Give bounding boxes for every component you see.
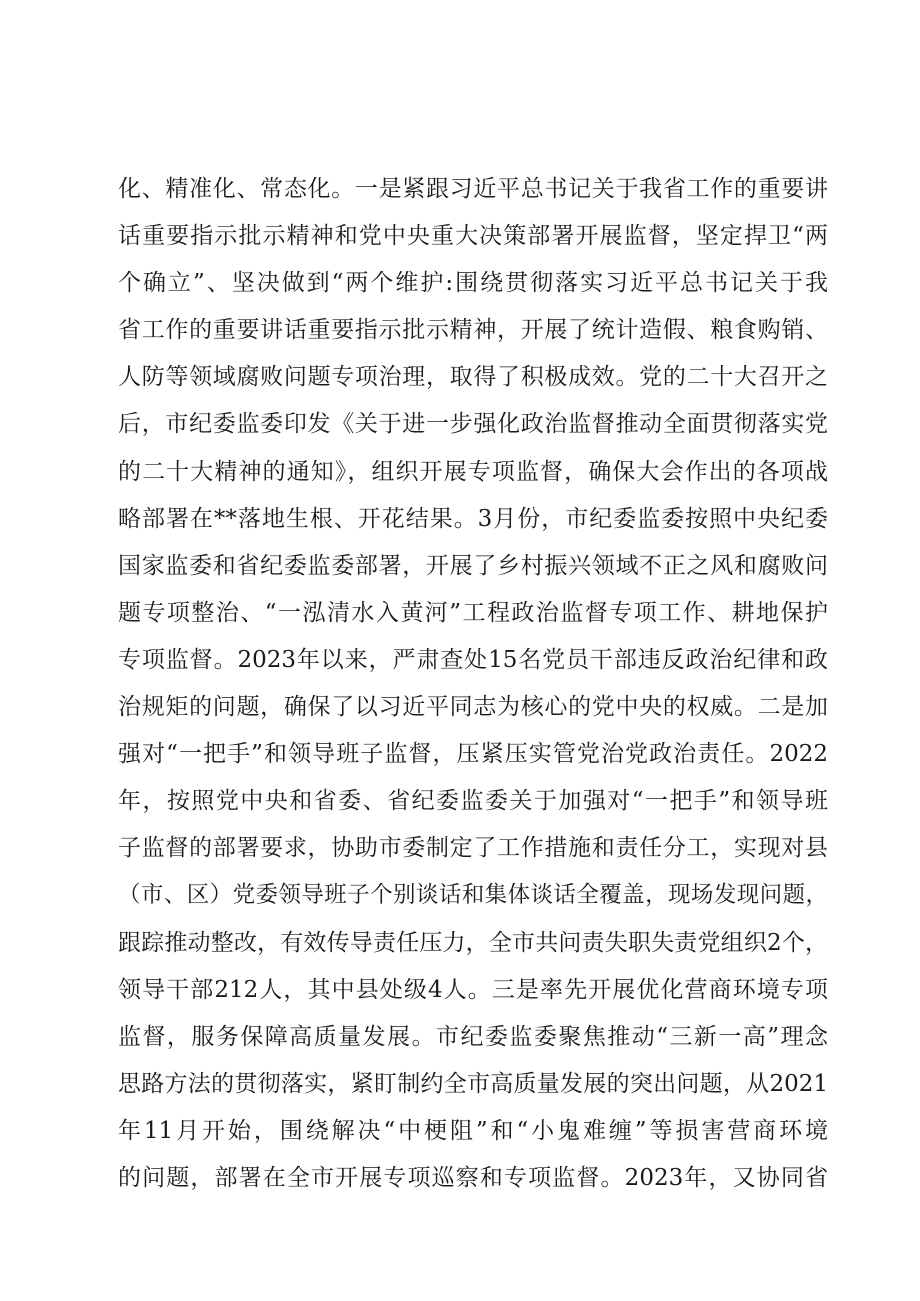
text-line-11: 专项监督。2023年以来，严肃查处15名党员干部违反政治纪律和政: [118, 646, 828, 673]
text-line-12: 治规矩的问题，确保了以习近平同志为核心的党中央的权威。二是加: [118, 694, 828, 721]
text-line-8: 略部署在**落地生根、开花结果。3月份，市纪委监委按照中央纪委: [118, 505, 828, 532]
text-line-5: 人防等领域腐败问题专项治理，取得了积极成效。党的二十大召开之: [118, 364, 828, 391]
text-line-21: 年11月开始，围绕解决“中梗阻”和“小鬼难缠”等损害营商环境: [118, 1117, 828, 1144]
text-line-9: 国家监委和省纪委监委部署，开展了乡村振兴领域不正之风和腐败问: [118, 552, 828, 579]
text-line-2: 话重要指示批示精神和党中央重大决策部署开展监督，坚定捍卫“两: [118, 223, 828, 250]
text-line-19: 监督，服务保障高质量发展。市纪委监委聚焦推动“三新一高”理念: [118, 1023, 828, 1050]
text-line-1: 化、精准化、常态化。一是紧跟习近平总书记关于我省工作的重要讲: [118, 176, 828, 202]
text-line-4: 省工作的重要讲话重要指示批示精神，开展了统计造假、粮食购销、: [118, 317, 828, 344]
text-line-18: 领导干部212人，其中县处级4人。三是率先开展优化营商环境专项: [118, 976, 828, 1003]
text-line-13: 强对“一把手”和领导班子监督，压紧压实管党治党政治责任。2022: [118, 741, 828, 768]
text-line-16: （市、区）党委领导班子个别谈话和集体谈话全覆盖，现场发现问题，: [118, 882, 828, 909]
text-line-20: 思路方法的贯彻落实，紧盯制约全市高质量发展的突出问题，从2021: [118, 1070, 828, 1097]
text-line-15: 子监督的部署要求，协助市委制定了工作措施和责任分工，实现对县: [118, 835, 828, 862]
text-line-7: 的二十大精神的通知》，组织开展专项监督，确保大会作出的各项战: [118, 458, 828, 485]
text-line-14: 年，按照党中央和省委、省纪委监委关于加强对“一把手”和领导班: [118, 788, 828, 815]
body-paragraph: [118, 166, 828, 1202]
text-line-17: 跟踪推动整改，有效传导责任压力，全市共问责失职失责党组织2个，: [118, 929, 828, 956]
text-line-3: 个确立”、坚决做到“两个维护:围绕贯彻落实习近平总书记关于我: [118, 270, 828, 297]
text-line-6: 后，市纪委监委印发《关于进一步强化政治监督推动全面贯彻落实党: [118, 411, 828, 438]
text-line-10: 题专项整治、“一泓清水入黄河”工程政治监督专项工作、耕地保护: [118, 599, 828, 626]
text-line-22: 的问题，部署在全市开展专项巡察和专项监督。2023年，又协同省: [118, 1164, 828, 1191]
